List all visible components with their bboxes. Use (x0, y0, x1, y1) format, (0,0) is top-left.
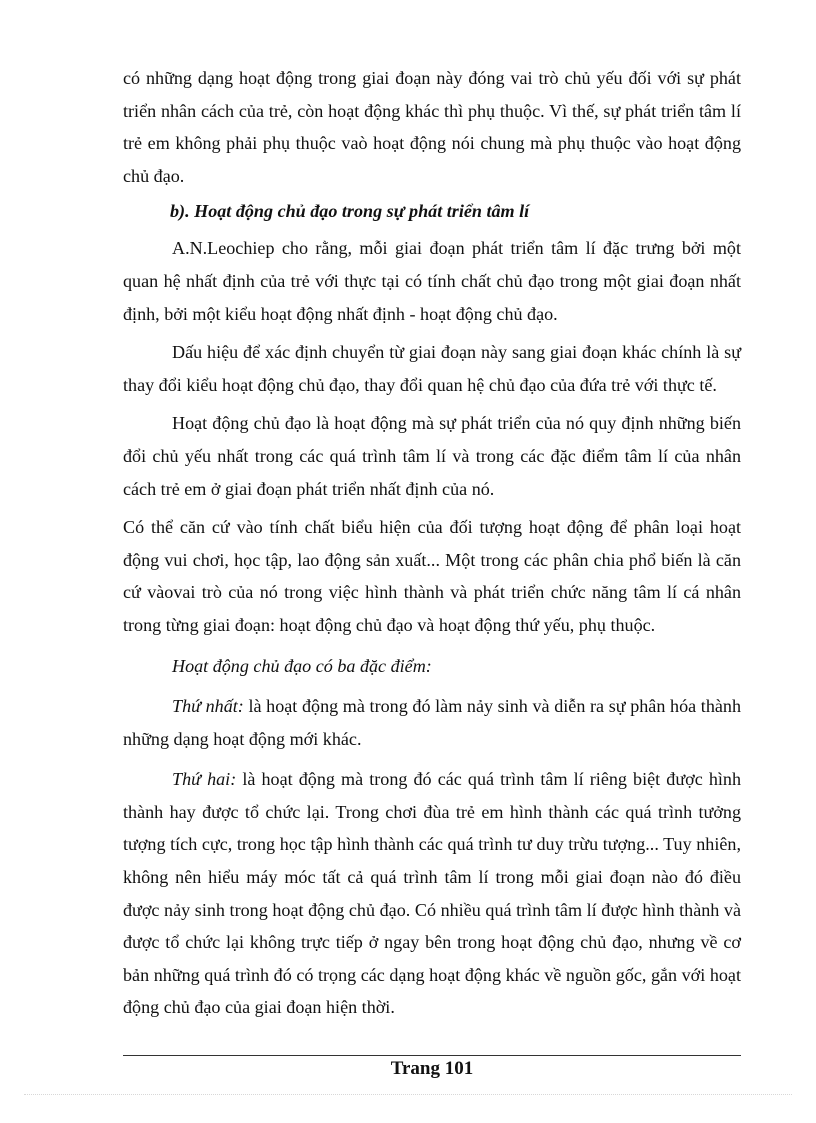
first-label: Thứ nhất: (172, 696, 244, 717)
section-heading: b). Hoạt động chủ đạo trong sự phát triển tâm lí (170, 201, 530, 222)
second-text: là hoạt động mà trong đó các quá trình tâm lí riêng biệt được hình thành hay được tổ chức lại. Trong chơi đùa trẻ em hình thành các quá trình tưởng tượng tích cực, trong học tập hình thành các quá trình tư duy trừu tượng... Tuy nhiên, không nên hiểu máy móc tất cả quá trình tâm lí trong mỗi giai đoạn nào đó điều được nảy sinh trong hoạt động chủ đạo. Có nhiều quá trình tâm lí được hình thành và được tổ chức lại không trực tiếp ở ngay bên trong hoạt động chủ đạo, nhưng về cơ bản những quá trình đó có trọng các dạng hoạt động khác về nguồn gốc, gắn với hoạt động chủ đạo của giai đoạn hiện thời. (123, 769, 741, 1018)
paragraph-transition-sign: Dấu hiệu để xác định chuyển từ giai đoạn này sang giai đoạn khác chính là sự thay đổi kiểu hoạt động chủ đạo, thay đổi quan hệ chủ đạo của đứa trẻ với thực tế. (123, 342, 741, 395)
paragraph-continuation: có những dạng hoạt động trong giai đoạn này đóng vai trò chủ yếu đối với sự phát triển nhân cách của trẻ, còn hoạt động khác thì phụ thuộc. Vì thế, sự phát triển tâm lí trẻ em không phải phụ thuộc vaò hoạt động nói chung mà phụ thuộc vào hoạt động chủ đạo. (123, 68, 741, 186)
paragraph-second-characteristic (123, 763, 741, 1024)
paragraph-leochiep: A.N.Leochiep cho rằng, mỗi giai đoạn phát triển tâm lí đặc trưng bởi một quan hệ nhất định của trẻ với thực tại có tính chất chủ đạo trong một giai đoạn nhất định, bởi một kiểu hoạt động nhất định - hoạt động chủ đạo. (123, 238, 741, 324)
paragraph-leading-activity-definition: Hoạt động chủ đạo là hoạt động mà sự phát triển của nó quy định những biến đổi chủ yếu nhất trong các quá trình tâm lí và trong các đặc điểm tâm lí của nhân cách trẻ em ở giai đoạn phát triển nhất định của nó. (123, 413, 741, 499)
paragraph-classification: Có thể căn cứ vào tính chất biểu hiện của đối tượng hoạt động để phân loại hoạt động vui chơi, học tập, lao động sản xuất... Một trong các phân chia phổ biến là căn cứ vàovai trò của nó trong việc hình thành và phát triển chức năng tâm lí cá nhân trong từng giai đoạn: hoạt động chủ đạo và hoạt động thứ yếu, phụ thuộc. (123, 517, 741, 635)
paragraph-first-characteristic (123, 690, 741, 755)
page-number: Trang 101 (390, 1058, 474, 1079)
first-text: là hoạt động mà trong đó làm nảy sinh và diễn ra sự phân hóa thành những dạng hoạt động mới khác. (123, 696, 741, 749)
paragraph-characteristics-intro: Hoạt động chủ đạo có ba đặc điểm: (172, 655, 432, 676)
page-bottom-rule (24, 1094, 792, 1095)
page-body (123, 62, 741, 1024)
second-label: Thứ hai: (172, 769, 237, 790)
